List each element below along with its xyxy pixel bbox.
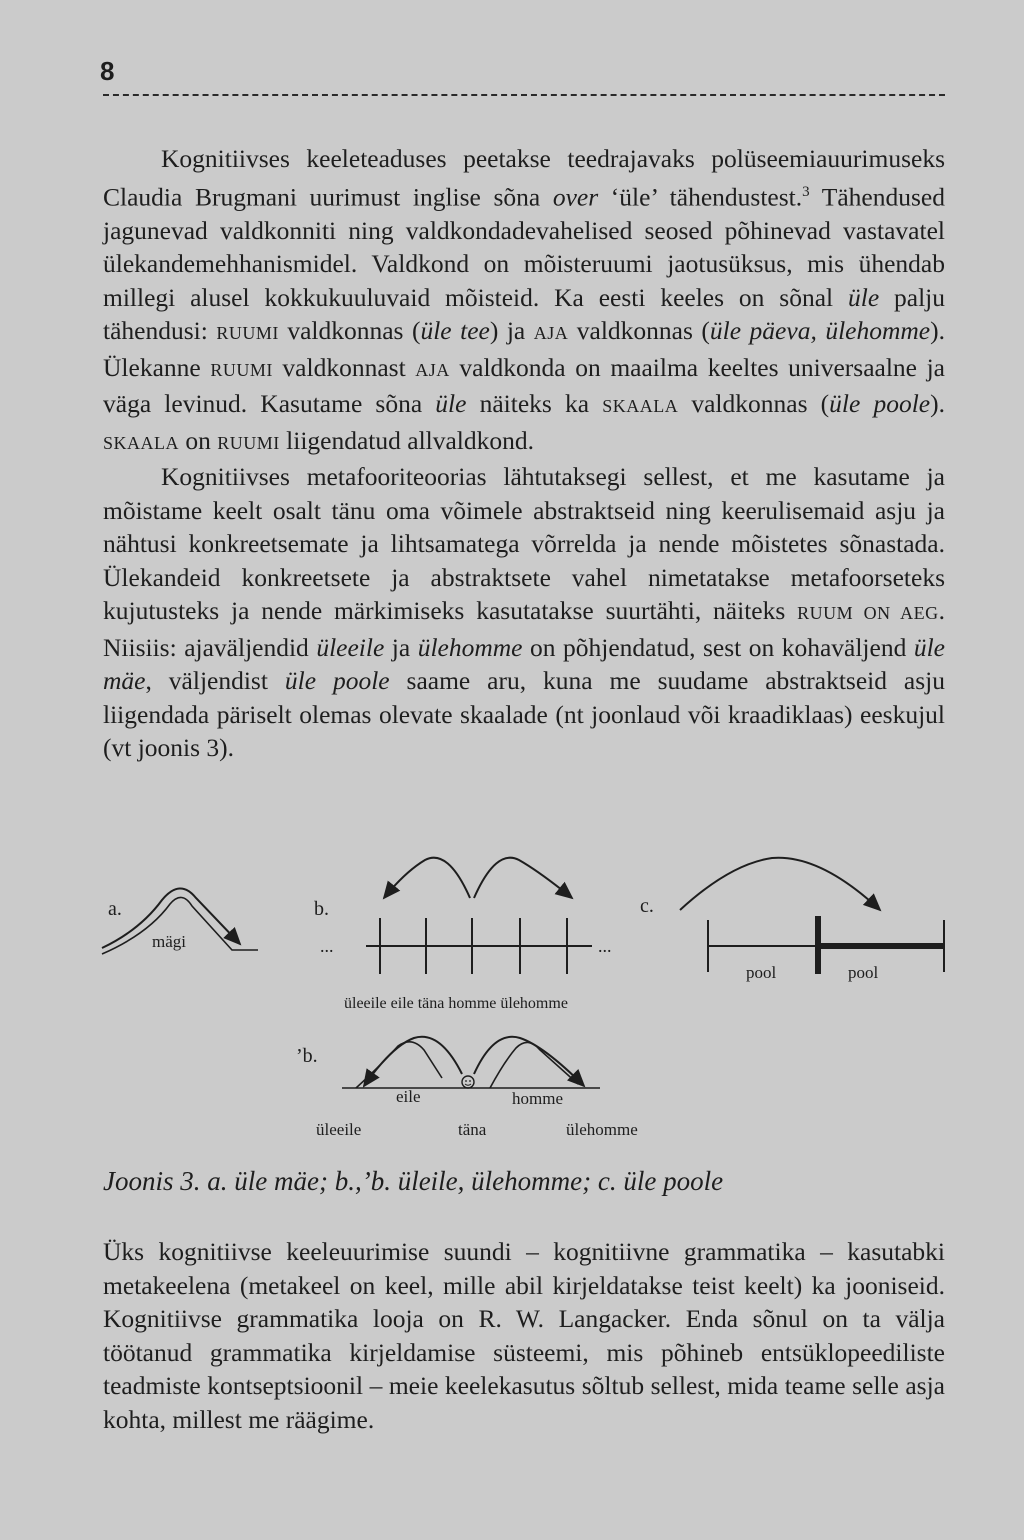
small-caps-run: AJA (415, 359, 450, 380)
figure-b2 (296, 1037, 638, 1139)
text-run: , väljendist (145, 666, 285, 695)
figure-c-arrow (680, 858, 880, 910)
paragraph-2 (103, 460, 945, 765)
text-run: on põhjendatud, sest on kohaväljend (522, 632, 914, 662)
figure-c-right-label: pool (848, 963, 879, 982)
paragraph-3: Üks kognitiivse keeleuurimise suundi – kognitiivne grammatika – kasutabki metakeelena (metakeel on keel, mille abil kirjeldatakse teist keelt) ka jooniseid. Kognitiivse grammatika looja on R. W. Langacker. Enda sõnul on ta välja töötanud grammatika kirjeldamise süsteemi, mis põhineb entsüklopeediliste teadmiste kontseptsioonil – meie keelekasutus sõltub sellest, mida teame selle asja kohta, millest me räägime. (103, 1237, 945, 1434)
figure-b2-letter: ’b. (296, 1045, 318, 1067)
text-run: ). (930, 389, 945, 418)
text-run: näiteks ka (466, 389, 603, 418)
italic-run: over (552, 182, 599, 211)
text-run: valdkonnas ( (568, 316, 710, 345)
text-run: valdkonda on maailma keeltes universaalne ja väga levinud. Kasutame sõna (103, 352, 945, 418)
figure-b2-uleeile: üleeile (316, 1120, 362, 1139)
text-run: saame aru, kuna me suudame abstraktseid asju liigendada päriselt olemas olevate skaalade (nt joonlaud või kraadiklaas) eeskujul (vt joonis 3). (103, 666, 945, 762)
small-caps-run: RUUMI (210, 359, 273, 380)
figure-b2-tana: täna (458, 1120, 487, 1139)
small-caps-run: RUUMI (217, 432, 280, 453)
italic-run: üle (847, 282, 880, 312)
text-run: Kognitiivses metafooriteoorias lähtutaksegi sellest, et me kasutame ja mõistame keelt osalt tänu oma võimele abstraktseid ning keerulisemaid asju ja nähtusi konkreetsemate ja lihtsamatega võrrelda ja nende mõistetes sõnastada. Ülekandeid konkreetsete ja abstraktsete vahel nimetatakse metafoorseteks kujutusteks ja nende märkimiseks kasutatakse suurtähti, näiteks (103, 462, 945, 625)
figure-b2-hill-right (490, 1042, 578, 1088)
text-run: Kognitiivses keeleteaduses peetakse teedrajavaks polüseemiauurimuseks Claudia Brugmani uurimust inglise sõna (103, 144, 945, 211)
text-run: palju tähendusi: (103, 282, 945, 345)
italic-run: üle (435, 389, 467, 418)
figure-b2-ulehomme: ülehomme (566, 1120, 638, 1139)
text-run: on (179, 425, 218, 455)
small-caps-run: SKAALA (602, 396, 679, 416)
text-run: liigendatud allvaldkond. (279, 425, 535, 455)
text-run: Tähendused jagunevad valdkonniti ning valdkondadevahelised seosed põhinevad vastavatel ülekandemehhanismidel. Valdkond on mõisteruumi jaotusüksus, mis ühendab millegi alusel kokkukuuluvaid mõisteid. Ka eesti keeles on sõnal (103, 182, 945, 312)
figure-b-ellipsis-right: ... (598, 936, 612, 956)
smiley-eye-icon (465, 1080, 467, 1082)
figure-b2-eile: eile (396, 1087, 421, 1106)
italic-run: üle poole (829, 389, 931, 418)
smiley-mouth-icon (465, 1084, 471, 1085)
figure-a-letter: a. (108, 898, 122, 920)
text-run: valdkonnas ( (278, 316, 421, 345)
figure-caption: Joonis 3. a. üle mäe; b.,’b. üleile, ülehomme; c. üle poole (103, 1166, 724, 1196)
italic-run: üle päeva, ülehomme (709, 316, 931, 345)
small-caps-run: AJA (533, 323, 569, 343)
smiley-eye-icon (469, 1080, 471, 1082)
figure-a (102, 888, 258, 954)
italic-run: üle mäe (103, 632, 945, 695)
italic-run: üle tee (420, 316, 490, 345)
figure-3 (0, 840, 1024, 1160)
small-caps-run: SKAALA (103, 432, 180, 453)
text-run: ) ja (489, 316, 534, 345)
small-caps-run: RUUM ON AEG (797, 603, 939, 623)
figure-b-ellipsis-left: ... (320, 936, 334, 956)
figure-b-letter: b. (314, 898, 329, 920)
figure-c-letter: c. (640, 895, 654, 917)
figure-b (314, 858, 612, 1012)
smiley-icon (462, 1076, 474, 1088)
text-run: valdkonnast (272, 352, 416, 382)
figure-b-arrow-left (384, 858, 470, 898)
small-caps-run: RUUMI (216, 323, 279, 343)
figure-a-word: mägi (152, 932, 186, 951)
italic-run: üleeile (316, 632, 385, 662)
figure-b-labels: üleeile eile täna homme ülehomme (344, 995, 568, 1012)
figure-b2-homme: homme (512, 1089, 563, 1108)
figure-b2-arrow-left (364, 1037, 462, 1086)
text-run: ). Ülekanne (103, 316, 945, 382)
figure-c-left-label: pool (746, 963, 777, 982)
text-run: . Niisiis: ajaväljendid (103, 596, 945, 662)
figure-c (640, 858, 944, 982)
text-run: ja (384, 632, 418, 662)
figure-b2-arrow-right (474, 1037, 584, 1086)
page-number: 8 (100, 56, 115, 86)
paragraph-1 (103, 142, 945, 460)
italic-run: üle poole (284, 666, 390, 695)
italic-run: ülehomme (417, 632, 523, 662)
body-text-bottom (103, 1235, 945, 1436)
body-text-top (103, 142, 945, 765)
header-rule (103, 94, 945, 96)
footnote-ref: 3 (802, 183, 810, 200)
figure-b-arrow-right (474, 858, 572, 898)
figure-b2-hill-left (356, 1042, 442, 1088)
text-run: valdkonnas ( (678, 389, 830, 418)
text-run: ‘üle’ tähendustest. (598, 182, 803, 211)
